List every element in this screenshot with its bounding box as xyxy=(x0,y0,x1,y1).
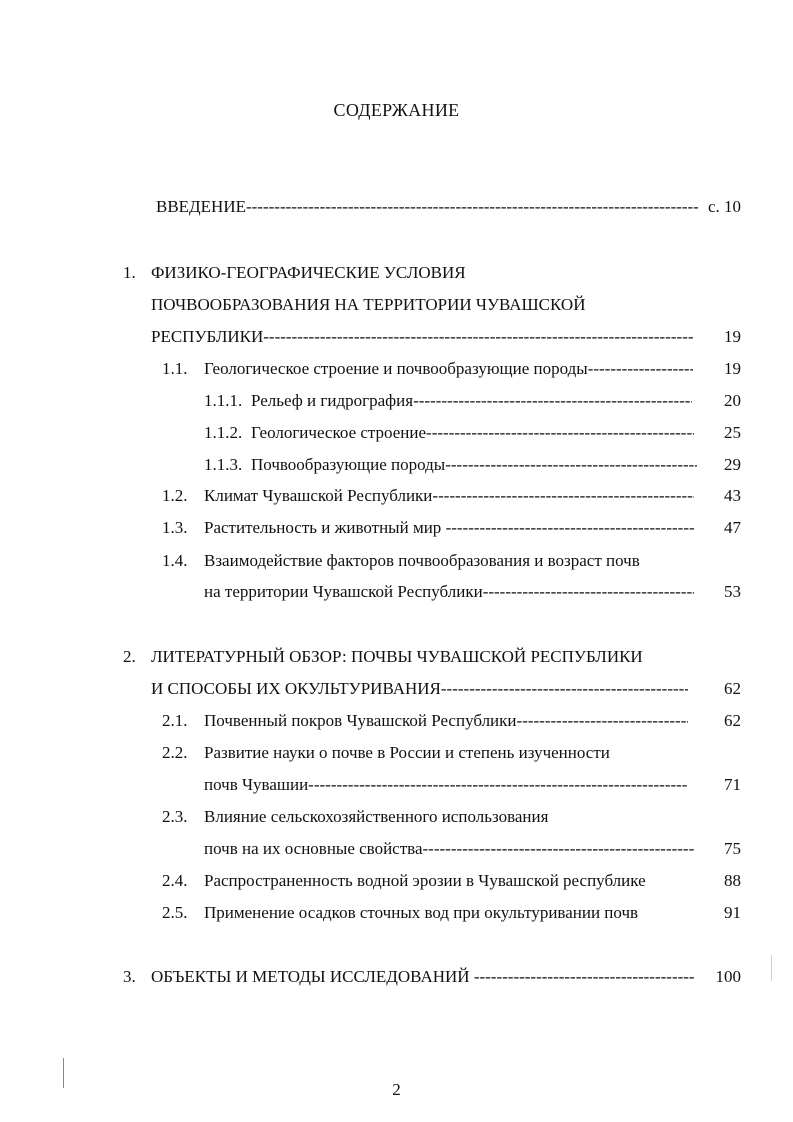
toc-page-number: 62 xyxy=(724,711,741,730)
toc-page-number: 91 xyxy=(724,903,741,922)
toc-section-1-3 xyxy=(0,517,793,539)
toc-section-number: 1.1.3. xyxy=(204,455,243,474)
toc-chapter-title: ФИЗИКО-ГЕОГРАФИЧЕСКИЕ УСЛОВИЯ xyxy=(151,263,466,282)
toc-section-text: Влияние сельскохозяйственного использования xyxy=(204,807,549,826)
toc-page-number: 25 xyxy=(724,423,741,442)
toc-section-number: 2.1. xyxy=(162,711,188,730)
toc-page-number: 71 xyxy=(724,775,741,794)
toc-section-number: 1.3. xyxy=(162,518,188,537)
toc-chapter-title: РЕСПУБЛИКИ ----- xyxy=(151,326,693,348)
toc-section-number: 1.2. xyxy=(162,486,188,505)
toc-entry-text: ВВЕДЕНИЕ ----- xyxy=(156,196,698,218)
toc-section-text: Распространенность водной эрозии в Чувашской республике xyxy=(204,871,646,890)
toc-section-1-1-1 xyxy=(0,390,793,412)
toc-section-text: Рельеф и гидрография ----- xyxy=(251,390,692,412)
toc-section-text: Развитие науки о почве в России и степень изученности xyxy=(204,743,610,762)
toc-section-text: Климат Чувашской Республики ----- xyxy=(204,485,694,507)
scan-artifact xyxy=(771,955,772,981)
toc-chapter-3 xyxy=(0,966,793,988)
toc-page-number: 75 xyxy=(724,839,741,858)
toc-section-1-1-3 xyxy=(0,454,793,476)
toc-section-2-2-line-2 xyxy=(0,774,793,796)
toc-page-number: 29 xyxy=(724,455,741,474)
toc-section-number: 1.1.1. xyxy=(204,391,243,410)
toc-section-text: Применение осадков сточных вод при окультуривании почв xyxy=(204,903,639,922)
toc-section-2-3-line-2 xyxy=(0,838,793,860)
toc-chapter-1-line-3 xyxy=(0,326,793,348)
toc-chapter-1-line-1 xyxy=(0,262,793,284)
toc-section-text: почв на их основные свойства ----- xyxy=(204,838,695,860)
toc-page-number: 19 xyxy=(724,327,741,346)
toc-chapter-number: 3. xyxy=(123,967,136,986)
toc-section-2-4 xyxy=(0,870,793,892)
toc-chapter-title: И СПОСОБЫ ИХ ОКУЛЬТУРИВАНИЯ ----- xyxy=(151,678,688,700)
toc-section-2-2-line-1 xyxy=(0,742,793,764)
toc-section-number: 2.4. xyxy=(162,871,188,890)
toc-section-text: почв Чувашии ----- xyxy=(204,774,688,796)
toc-section-number: 2.2. xyxy=(162,743,188,762)
toc-section-number: 1.1.2. xyxy=(204,423,243,442)
toc-section-text: Геологическое строение ----- xyxy=(251,422,694,444)
toc-section-1-4-line-1 xyxy=(0,550,793,572)
toc-section-number: 2.3. xyxy=(162,807,188,826)
toc-entry-intro xyxy=(0,196,793,218)
toc-section-2-3-line-1 xyxy=(0,806,793,828)
toc-chapter-title: ОБЪЕКТЫ И МЕТОДЫ ИССЛЕДОВАНИЙ ----- xyxy=(151,966,694,988)
toc-chapter-title: ПОЧВООБРАЗОВАНИЯ НА ТЕРРИТОРИИ ЧУВАШСКОЙ xyxy=(151,295,586,314)
toc-section-text: Растительность и животный мир ----- xyxy=(204,517,695,539)
toc-section-text: Взаимодействие факторов почвообразования и возраст почв xyxy=(204,551,640,570)
toc-section-2-5 xyxy=(0,902,793,924)
toc-section-1-1 xyxy=(0,358,793,380)
toc-section-1-4-line-2 xyxy=(0,581,793,603)
toc-section-number: 1.1. xyxy=(162,359,188,378)
toc-page-number: 88 xyxy=(724,871,741,890)
toc-page-number: 47 xyxy=(724,518,741,537)
toc-chapter-2-line-2 xyxy=(0,678,793,700)
toc-section-number: 1.4. xyxy=(162,551,188,570)
toc-chapter-2-line-1 xyxy=(0,646,793,668)
toc-page-number: 62 xyxy=(724,679,741,698)
toc-chapter-number: 2. xyxy=(123,647,136,666)
toc-section-number: 2.5. xyxy=(162,903,188,922)
toc-page-number: 43 xyxy=(724,486,741,505)
toc-section-text: Почвенный покров Чувашской Республики ----- xyxy=(204,710,688,732)
toc-section-2-1 xyxy=(0,710,793,732)
toc-chapter-number: 1. xyxy=(123,263,136,282)
toc-section-text: на территории Чувашской Республики ----- xyxy=(204,581,694,603)
toc-section-text: Почвообразующие породы ----- xyxy=(251,454,697,476)
toc-page-number: 100 xyxy=(715,967,741,986)
toc-page-number: 19 xyxy=(724,359,741,378)
toc-page-number: 53 xyxy=(724,582,741,601)
page-title: СОДЕРЖАНИЕ xyxy=(333,100,460,120)
toc-chapter-1-line-2 xyxy=(0,294,793,316)
toc-section-text: Геологическое строение и почвообразующие породы ----- xyxy=(204,358,693,380)
toc-page-number: 20 xyxy=(724,391,741,410)
toc-section-1-2 xyxy=(0,485,793,507)
toc-page-number: с. 10 xyxy=(707,197,741,216)
toc-chapter-title: ЛИТЕРАТУРНЫЙ ОБЗОР: ПОЧВЫ ЧУВАШСКОЙ РЕСПУБЛИКИ xyxy=(151,647,643,666)
toc-section-1-1-2 xyxy=(0,422,793,444)
page-number: 2 xyxy=(392,1080,401,1099)
